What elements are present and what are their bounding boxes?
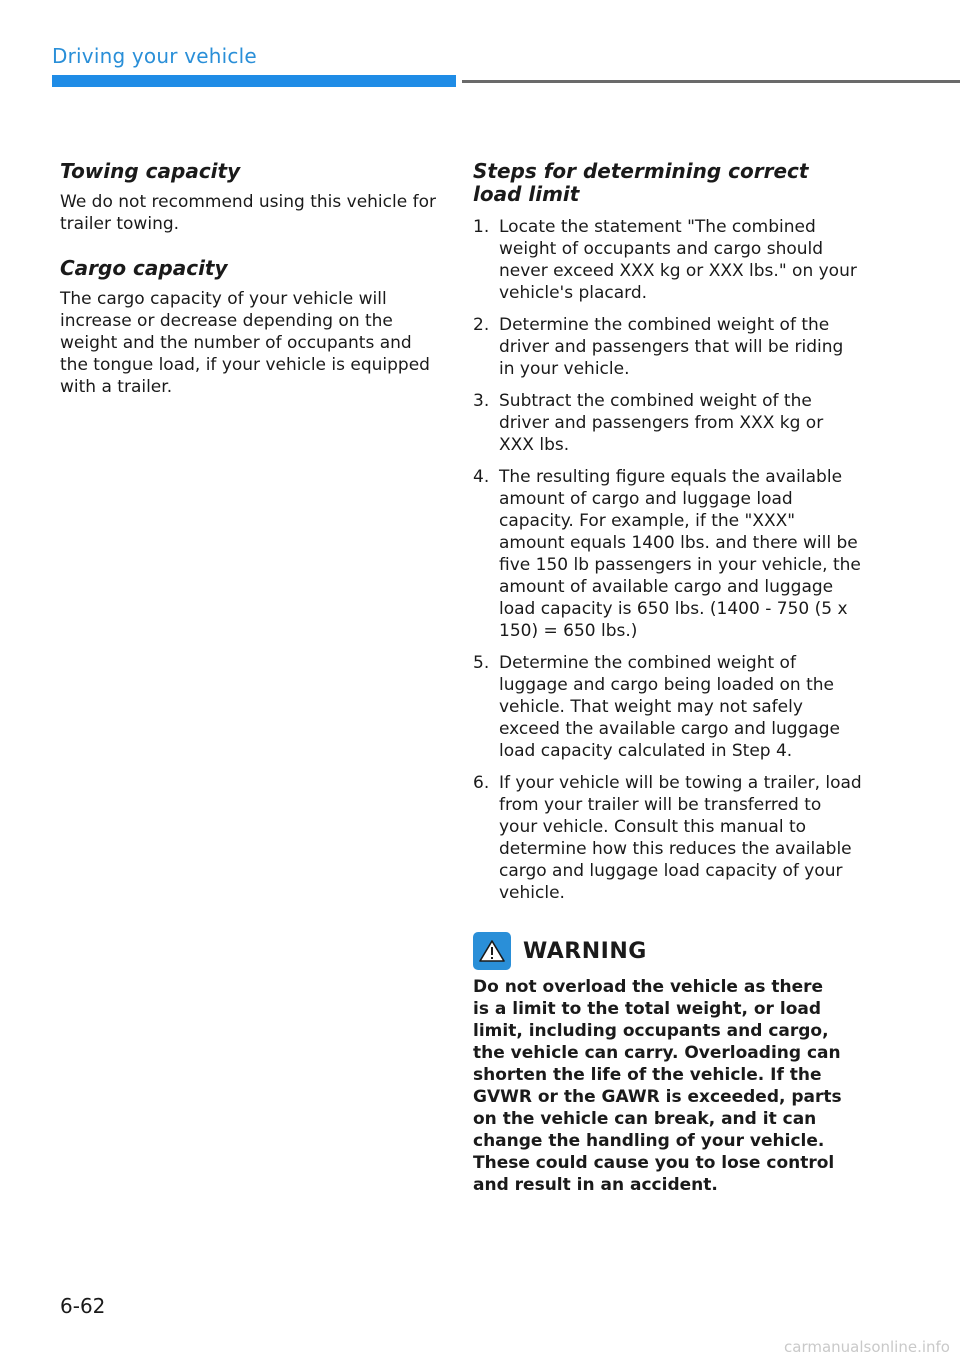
cargo-capacity-heading: Cargo capacity bbox=[60, 256, 228, 280]
page-number: 6-62 bbox=[60, 1294, 106, 1318]
header-divider bbox=[462, 80, 960, 83]
step-number: 1. bbox=[473, 217, 490, 237]
right-column bbox=[473, 160, 863, 1196]
step-number: 2. bbox=[473, 315, 490, 335]
load-limit-heading: Steps for determining correct load limit bbox=[473, 159, 809, 206]
step-number: 5. bbox=[473, 653, 490, 673]
section-title: Driving your vehicle bbox=[52, 44, 257, 68]
step-text: Subtract the combined weight of the driver and passengers from XXX kg or XXX lbs. bbox=[499, 391, 824, 455]
step-number: 3. bbox=[473, 391, 490, 411]
warning-text: Do not overload the vehicle as there is a limit to the total weight, or load limit, including occupants and cargo, the vehicle can carry. Overloading can shorten the life of the vehicle. If the GVWR or the GAWR is exceeded, parts on the vehicle can break, and it can change the handling of your vehicle. These could cause you to lose control and result in an accident. bbox=[473, 977, 842, 1195]
warning-title: WARNING bbox=[523, 938, 647, 964]
cargo-capacity-text: The cargo capacity of your vehicle will increase or decrease depending on the weight and the number of occupants and the tongue load, if your vehicle is equipped with a trailer. bbox=[60, 289, 430, 397]
list-item bbox=[473, 390, 863, 456]
step-text: If your vehicle will be towing a trailer, load from your trailer will be transferred to your vehicle. Consult this manual to determine how this reduces the available cargo and luggage load capacity of your vehicle. bbox=[499, 773, 862, 903]
load-limit-steps bbox=[473, 216, 863, 904]
towing-capacity-heading: Towing capacity bbox=[60, 159, 241, 183]
step-text: Determine the combined weight of luggage and cargo being loaded on the vehicle. That weight may not safely exceed the available cargo and luggage load capacity calculated in Step 4. bbox=[499, 653, 841, 761]
header-accent-bar bbox=[52, 75, 456, 87]
step-number: 4. bbox=[473, 467, 490, 487]
warning-triangle-icon bbox=[473, 932, 511, 970]
list-item bbox=[473, 314, 863, 380]
left-column bbox=[60, 160, 438, 398]
towing-capacity-text: We do not recommend using this vehicle for trailer towing. bbox=[60, 192, 436, 234]
list-item bbox=[473, 772, 863, 904]
list-item bbox=[473, 216, 863, 304]
list-item bbox=[473, 466, 863, 642]
step-text: Locate the statement "The combined weight of occupants and cargo should never exceed XXX kg or XXX lbs." on your vehicle's placard. bbox=[499, 217, 857, 303]
step-text: Determine the combined weight of the driver and passengers that will be riding in your vehicle. bbox=[499, 315, 844, 379]
step-number: 6. bbox=[473, 773, 490, 793]
watermark: carmanualsonline.info bbox=[784, 1338, 950, 1356]
warning-header bbox=[473, 932, 863, 970]
step-text: The resulting figure equals the available amount of cargo and luggage load capacity. For example, if the "XXX" amount equals 1400 lbs. and there will be five 150 lb passengers in your vehicle, the amount of available cargo and luggage load capacity is 650 lbs. (1400 - 750 (5 x 150) = 650 lbs.) bbox=[499, 467, 861, 641]
list-item bbox=[473, 652, 863, 762]
